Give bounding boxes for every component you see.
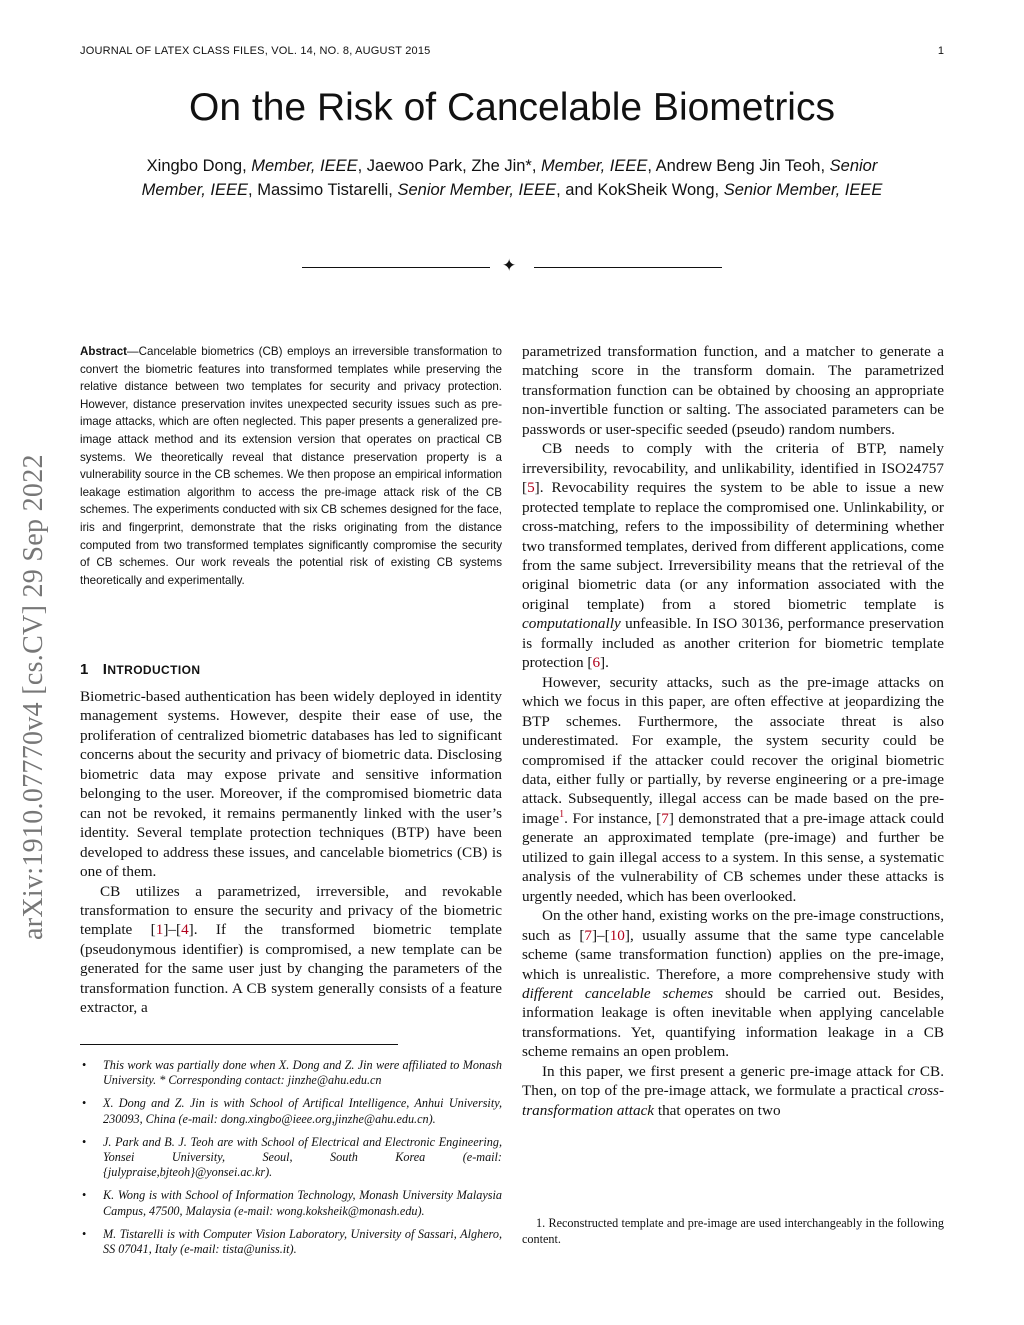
paragraph	[522, 1062, 944, 1120]
author-segment: , Jaewoo Park, Zhe Jin*,	[357, 157, 542, 175]
citation-link[interactable]: 5	[527, 479, 535, 497]
divider-rule-right	[534, 267, 722, 268]
text-run: ]. Revocability requires the system to be able to issue a new protected template to replace the compromised one. Unlinkability, or cross-matching, refers to the impossibility of determining whether two transformed templates, derived from different applications, come from the same subject. Irreversibility means that the retrieval of the original biometric data (or any information associated with the original template) from a stored biometric template is	[522, 479, 944, 613]
citation-link[interactable]: 6	[592, 654, 601, 672]
text-run: ]. If the transformed biometric template (pseudonymous identifier) is compromised, a new template can be generated for the same user just by changing the parameters of the transformation function. A CB system generally consists of a feature extractor, a	[80, 921, 502, 1017]
author-role: Senior	[829, 157, 878, 175]
footnote-item	[80, 1058, 502, 1088]
bullet-icon: •	[82, 1188, 87, 1203]
text-run: unfeasible. In ISO 30136, performance preservation is formally included as another criterion for biometric template protection [	[522, 615, 944, 672]
text-run: that operates on two	[654, 1101, 781, 1119]
paragraph	[522, 673, 944, 906]
section-title-initial: I	[102, 661, 108, 678]
footnote-text: This work was partially done when X. Dong and Z. Jin were affiliated to Monash University. * Corresponding contact: jinzhe@ahu.edu.cn	[103, 1058, 502, 1088]
paper-title: On the Risk of Cancelable Biometrics	[189, 86, 835, 129]
footnote-marker[interactable]: 1	[559, 808, 565, 820]
footnote-item	[80, 1188, 502, 1218]
footnote-item	[80, 1096, 502, 1126]
section-number: 1	[80, 661, 89, 678]
bullet-icon: •	[82, 1096, 87, 1111]
author-segment: , Massimo Tistarelli,	[248, 181, 398, 199]
paragraph	[80, 882, 502, 1018]
emphasis: different cancelable schemes	[522, 984, 714, 1002]
author-role: Senior Member, IEEE	[397, 181, 557, 199]
right-column-text	[522, 342, 944, 1120]
text-run: ]–[	[591, 926, 610, 944]
author-list	[95, 154, 929, 202]
page-number: 1	[937, 45, 944, 57]
bullet-icon: •	[82, 1226, 87, 1241]
paragraph: Biometric-based authentication has been widely deployed in identity management systems. However, despite their ease of use, the proliferation of centralized biometric databases has led to significant concerns about the security and privacy of biometric data. Disclosing biometric data may expose private and sensitive information belonging to the user. Moreover, if the compromised biometric data can not be revoked, it remains permanently linked with the user’s identity. Several template protection techniques (BTP) have been developed to address these issues, and cancelable biometrics (CB) is one of them.	[80, 688, 502, 881]
introduction-left-column	[80, 687, 502, 1018]
title-divider	[300, 258, 724, 278]
abstract-label: Abstract	[80, 345, 128, 358]
footnote-rule	[80, 1044, 398, 1045]
author-segment: Xingbo Dong,	[146, 157, 252, 175]
text-run: CB utilizes a parametrized, irreversible, and revokable transformation to ensure the security and privacy of the biometric template [	[80, 882, 502, 939]
author-segment: , Andrew Beng Jin Teoh,	[647, 157, 830, 175]
text-run: should be carried out. Besides, information leakage is often inevitable when applying cancelable transformations. Yet, quantifying information leakage in a CB scheme remains an open problem.	[522, 984, 944, 1061]
author-role: Member, IEEE	[141, 181, 249, 199]
emphasis: cross-transformation attack	[522, 1082, 944, 1119]
text-run: However, security attacks, such as the pre-image attacks on which we focus in this paper, are often effective at jeopardizing the BTP schemes. Furthermore, the associate threat is also underestimated. For example, the system security could be compromised if the attacker could recover the original biometric data, either fully or partially, by reverse engineering or a pre-image attack. Subsequently, illegal access can be made based on the pre-image	[522, 673, 944, 827]
footnote-text: M. Tistarelli is with Computer Vision Laboratory, University of Sassari, Alghero, SS 07041, Italy (e-mail: tista@uniss.it).	[103, 1226, 502, 1257]
text-run: ], usually assume that the same type cancelable scheme (same transformation function) applies on the pre-image, which is unrealistic. Therefore, a more comprehensive study with	[522, 926, 944, 983]
text-run: On the other hand, existing works on the pre-image constructions, such as [	[522, 907, 944, 944]
affiliation-footnotes	[80, 1058, 502, 1265]
text-run: ]–[	[163, 921, 182, 939]
footnote-text: X. Dong and Z. Jin is with School of Artifical Intelligence, Anhui University, 230093, China (e-mail: dong.xingbo@ieee.org,jinzhe@ahu.edu.cn).	[103, 1096, 502, 1126]
citation-link[interactable]: 4	[181, 921, 189, 939]
text-run: CB needs to comply with the criteria of BTP, namely irreversibility, revocability, and unlikability, identified in ISO24757 [	[522, 440, 944, 497]
text-run: . For instance, [	[564, 809, 662, 827]
footnote-item	[80, 1135, 502, 1181]
arxiv-stamp: arXiv:1910.07770v4 [cs.CV] 29 Sep 2022	[18, 454, 49, 940]
author-role: Member, IEEE	[541, 157, 648, 175]
divider-star-icon: ✦	[502, 256, 517, 275]
bullet-icon: •	[82, 1134, 87, 1149]
footnote-text: Reconstructed template and pre-image are used interchangeably in the following content.	[522, 1216, 944, 1246]
paragraph	[522, 906, 944, 1062]
citation-link[interactable]: 7	[661, 809, 669, 827]
abstract	[80, 343, 502, 589]
author-role: Senior Member, IEEE	[723, 181, 883, 199]
emphasis: computationally	[522, 615, 621, 633]
section-heading-introduction	[80, 661, 502, 678]
citation-link[interactable]: 7	[584, 926, 592, 944]
footnote-text: J. Park and B. J. Teoh are with School of Electrical and Electronic Engineering, Yonsei University, Seoul, South Korea (e-mail: {julypraise,bjteoh}@yonsei.ac.kr).	[103, 1134, 502, 1180]
bullet-icon: •	[82, 1058, 87, 1072]
text-run: In this paper, we first present a generic pre-image attack for CB. Then, on top of the pre-image attack, we formulate a practical	[522, 1062, 944, 1100]
author-role: Member, IEEE	[251, 157, 358, 175]
paragraph	[522, 439, 944, 672]
footnote-text: K. Wong is with School of Information Technology, Monash University Malaysia Campus, 47500, Malaysia (e-mail: wong.koksheik@monash.edu).	[103, 1188, 502, 1218]
author-segment: , and KokSheik Wong,	[556, 181, 724, 199]
text-run: ] demonstrated that a pre-image attack could generate an approximated template (pre-image) and further be utilized to gain illegal access to a system. In this sense, a systematic analysis of the vulnerability of CB schemes under these attacks is urgently needed, which has been overlooked.	[522, 809, 944, 905]
page-footnote	[522, 1216, 944, 1248]
paragraph: parametrized transformation function, and a matcher to generate a matching score in the transform domain. The parametrized transformation function can be obtained by choosing an appropriate non-invertible function or salting. The associated parameters can be passwords or user-specific seeded (pseudo) random numbers.	[522, 343, 944, 438]
footnote-number: 1.	[536, 1216, 546, 1230]
divider-rule-left	[302, 267, 490, 268]
citation-link[interactable]: 1	[155, 921, 164, 939]
running-head: JOURNAL OF LATEX CLASS FILES, VOL. 14, NO. 8, AUGUST 2015	[80, 45, 431, 57]
section-title-rest: NTRODUCTION	[107, 663, 201, 677]
abstract-text: —Cancelable biometrics (CB) employs an irreversible transformation to convert the biometric features into transformed templates while preserving the relative distance between two templates for security and privacy protection. However, distance preservation invites unexpected security issues such as pre-image attacks, which are often neglected. This paper presents a generalized pre-image attack method and its extension version that operates on practical CB systems. We theoretically reveal that distance preservation property is a vulnerability source in the CB schemes. We then propose an empirical information leakage estimation algorithm to access the pre-image attack risk of the CB schemes. The experiments conducted with six CB schemes designed for the face, iris and fingerprint, demonstrate that the risks originating from the distance computed from two transformed templates significantly compromise the security of CB schemes. Our work reveals the potential risk of existing CB systems theoretically and experimentally.	[80, 345, 502, 587]
footnote-item	[80, 1227, 502, 1257]
citation-link[interactable]: 10	[609, 926, 625, 944]
text-run: ].	[600, 654, 609, 672]
